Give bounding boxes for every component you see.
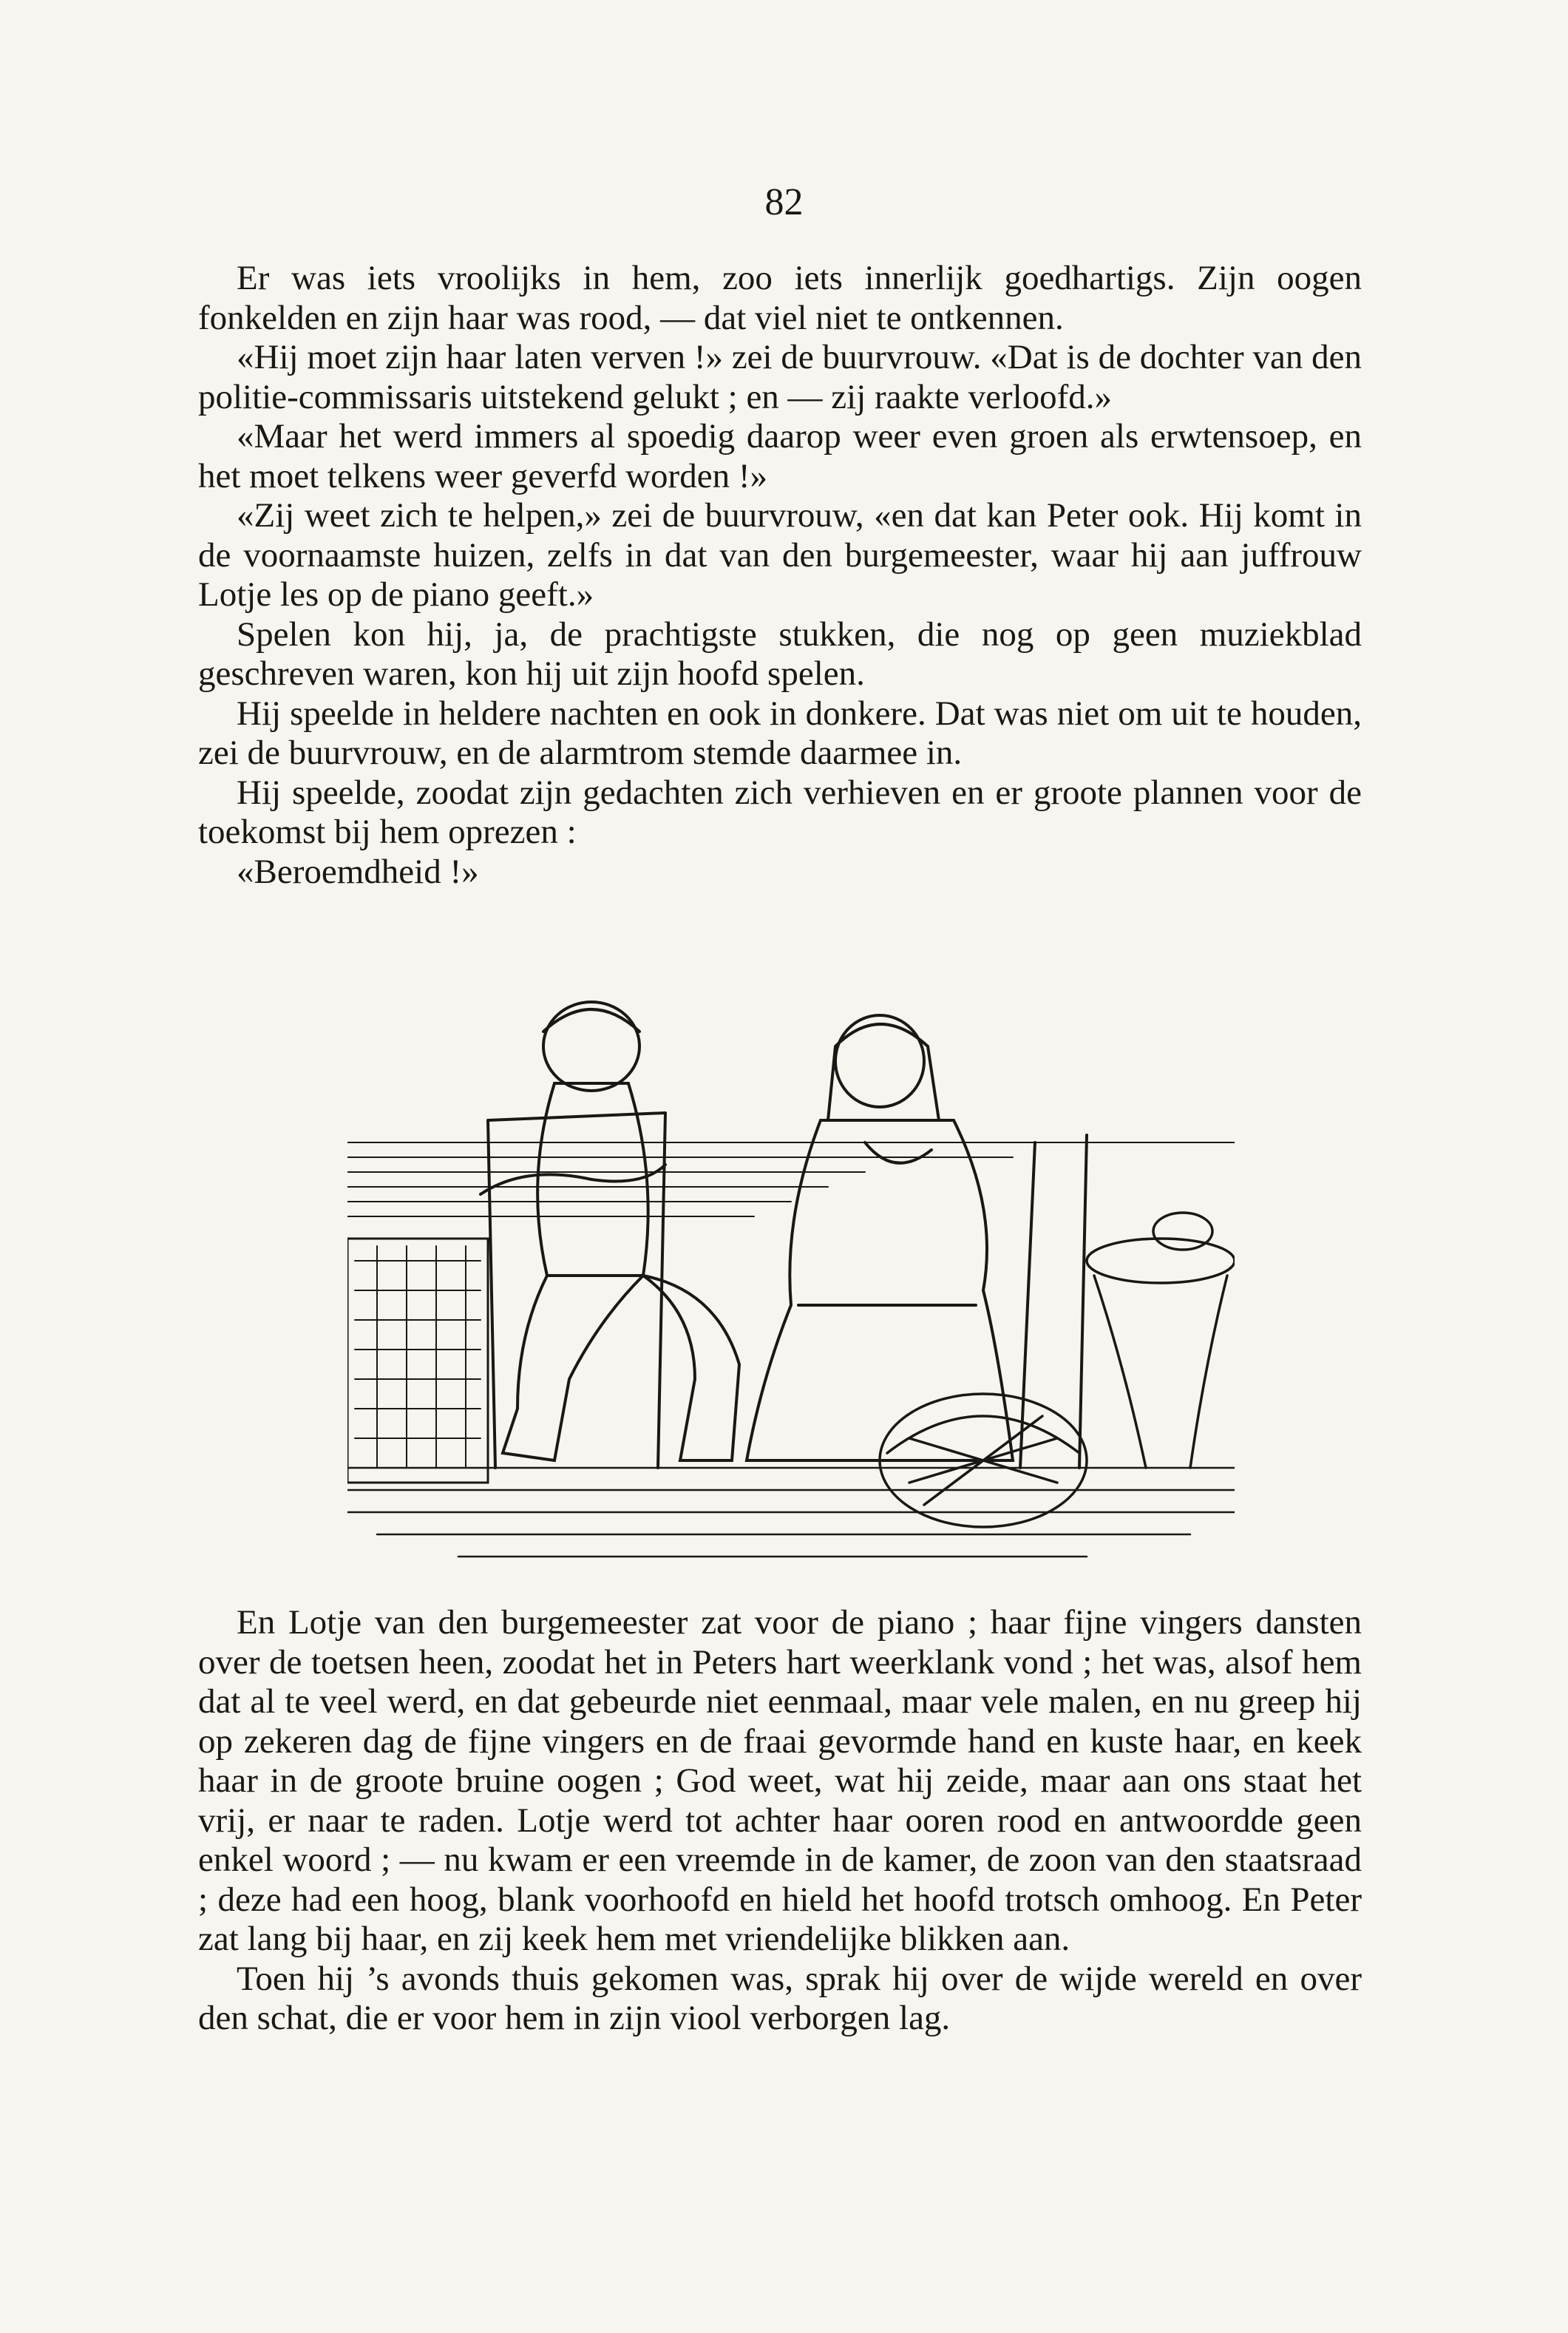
bottom-text-block — [198, 1603, 1362, 2039]
paragraph: Hij speelde in heldere nachten en ook in donkere. Dat was niet om uit te houden, zei de buurvrouw, en de alarmtrom stemde daarmee in. — [198, 694, 1362, 772]
paragraph: Er was iets vroolijks in hem, zoo iets innerlijk goedhartigs. Zijn oogen fonkelden en zijn haar was rood, — dat viel niet te ontkennen. — [198, 259, 1362, 337]
paragraph: En Lotje van den burgemeester zat voor de piano ; haar fijne vingers dansten over de toetsen heen, zoodat het in Peters hart weerklank vond ; het was, alsof hem dat al te veel werd, en dat gebeurde niet eenmaal, maar vele malen, en nu greep hij op zekeren dag de fijne vingers en de fraai gevormde hand en kuste haar, en keek haar in de groote bruine oogen ; God weet, wat hij zeide, maar aan ons staat het vrij, er naar te raden. Lotje werd tot achter haar ooren rood en antwoordde geen enkel woord ; — nu kwam er een vreemde in de kamer, de zoon van den staatsraad ; deze had een hoog, blank voorhoofd en hield het hoofd trotsch omhoog. En Peter zat lang bij haar, en zij keek hem met vriendelijke blikken aan. — [198, 1603, 1362, 1958]
paragraph: «Zij weet zich te helpen,» zei de buurvrouw, «en dat kan Peter ook. Hij komt in de voornaamste huizen, zelfs in dat van den burgemeester, waar hij aan juffrouw Lotje les op de piano geeft.» — [198, 496, 1362, 614]
paragraph: Spelen kon hij, ja, de prachtigste stukken, die nog op geen muziekblad geschreven waren, kon hij uit zijn hoofd spelen. — [198, 614, 1362, 693]
paragraph: Toen hij ’s avonds thuis gekomen was, sprak hij over de wijde wereld en over den schat, die er voor hem in zijn viool verborgen lag. — [198, 1959, 1362, 2037]
paragraph: «Beroemdheid !» — [237, 852, 479, 891]
paragraph: Hij speelde, zoodat zijn gedachten zich verhieven en er groote plannen voor de toekomst bij hem oprezen : — [198, 773, 1362, 851]
top-text-block — [198, 259, 1362, 892]
engraving-illustration-icon — [347, 995, 1235, 1571]
paragraph: «Hij moet zijn haar laten verven !» zei de buurvrouw. «Dat is de dochter van den politie-commissaris uitstekend gelukt ; en — zij raakte verloofd.» — [198, 338, 1362, 416]
paragraph: «Maar het werd immers al spoedig daarop weer even groen als erwtensoep, en het moet telkens weer geverfd worden !» — [198, 417, 1362, 495]
page-number: 82 — [764, 181, 804, 223]
